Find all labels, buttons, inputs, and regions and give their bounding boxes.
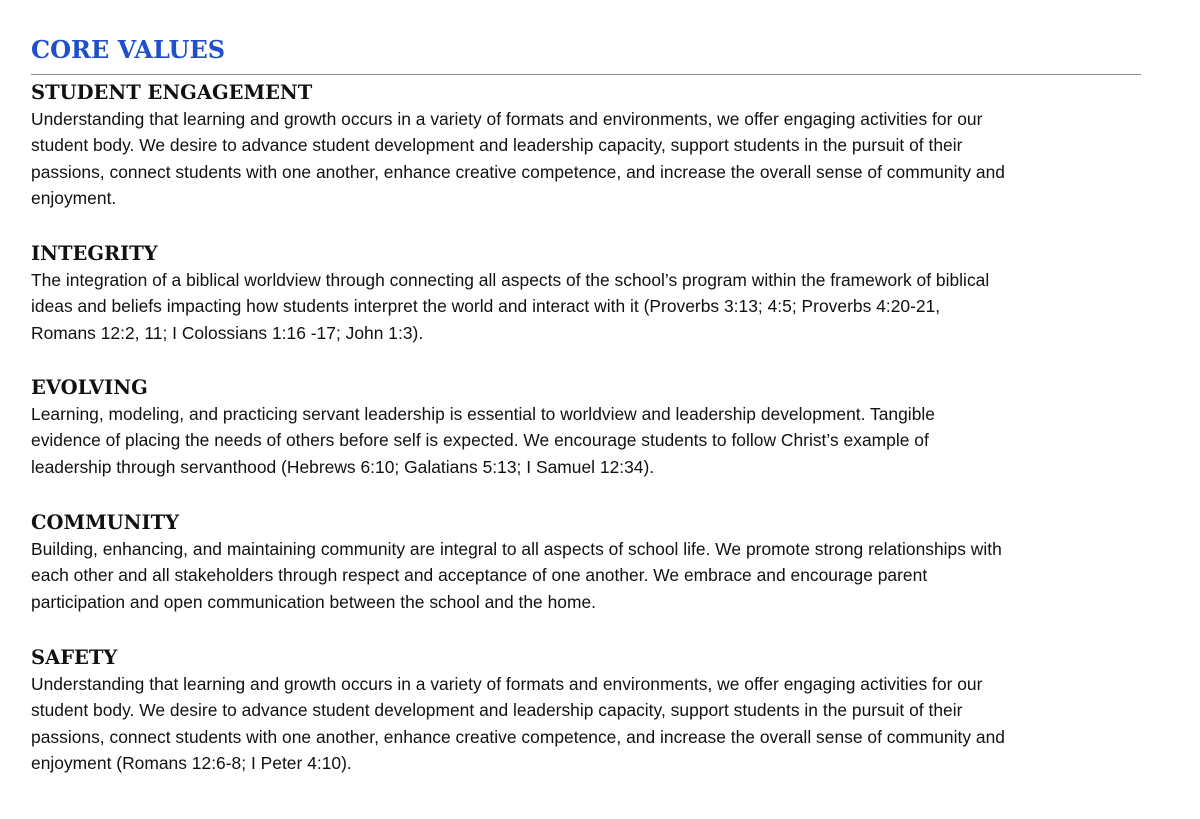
body-line: Understanding that learning and growth occurs in a variety of formats and environments, we offer engaging activities for our	[31, 109, 983, 129]
section-body	[31, 536, 1149, 615]
body-line: passions, connect students with one another, enhance creative competence, and increase the overall sense of community and	[31, 726, 1005, 747]
section-safety	[31, 645, 1149, 776]
body-line: student body. We desire to advance student development and leadership capacity, support students in the pursuit of their	[31, 135, 963, 156]
body-line: student body. We desire to advance student development and leadership capacity, support students in the pursuit of their	[31, 700, 963, 721]
section-heading: STUDENT ENGAGEMENT	[31, 81, 313, 104]
body-line: passions, connect students with one another, enhance creative competence, and increase the overall sense of community and	[31, 161, 1005, 182]
body-line: Learning, modeling, and practicing servant leadership is essential to worldview and leadership development. Tangible	[31, 404, 935, 424]
section-student-engagement	[31, 80, 1149, 211]
body-line: Romans 12:2, 11; I Colossians 1:16 -17; John 1:3).	[31, 322, 424, 343]
section-body	[31, 671, 1149, 776]
body-line: The integration of a biblical worldview through connecting all aspects of the school’s program within the framework of biblical	[31, 270, 990, 290]
section-heading: EVOLVING	[31, 376, 148, 399]
title-divider	[31, 74, 1141, 75]
section-community	[31, 510, 1149, 615]
section-body	[31, 267, 1149, 346]
section-heading: INTEGRITY	[31, 242, 158, 265]
section-evolving	[31, 375, 1149, 480]
body-line: enjoyment (Romans 12:6-8; I Peter 4:10).	[31, 752, 352, 773]
section-body	[31, 106, 1149, 211]
body-line: evidence of placing the needs of others before self is expected. We encourage students to follow Christ’s example of	[31, 430, 929, 451]
body-line: ideas and beliefs impacting how students interpret the world and interact with it (Proverbs 3:13; 4:5; Proverbs 4:20-21,	[31, 296, 941, 317]
body-line: leadership through servanthood (Hebrews 6:10; Galatians 5:13; I Samuel 12:34).	[31, 456, 655, 477]
section-heading: SAFETY	[31, 646, 118, 669]
page-title: CORE VALUES	[31, 35, 226, 64]
section-integrity	[31, 241, 1149, 346]
section-heading: COMMUNITY	[31, 511, 180, 534]
body-line: Building, enhancing, and maintaining community are integral to all aspects of school life. We promote strong relationships with	[31, 539, 1002, 559]
body-line: participation and open communication between the school and the home.	[31, 591, 597, 612]
section-body	[31, 401, 1149, 480]
body-line: each other and all stakeholders through respect and acceptance of one another. We embrace and encourage parent	[31, 565, 928, 586]
body-line: enjoyment.	[31, 187, 117, 208]
body-line: Understanding that learning and growth occurs in a variety of formats and environments, we offer engaging activities for our	[31, 674, 983, 694]
